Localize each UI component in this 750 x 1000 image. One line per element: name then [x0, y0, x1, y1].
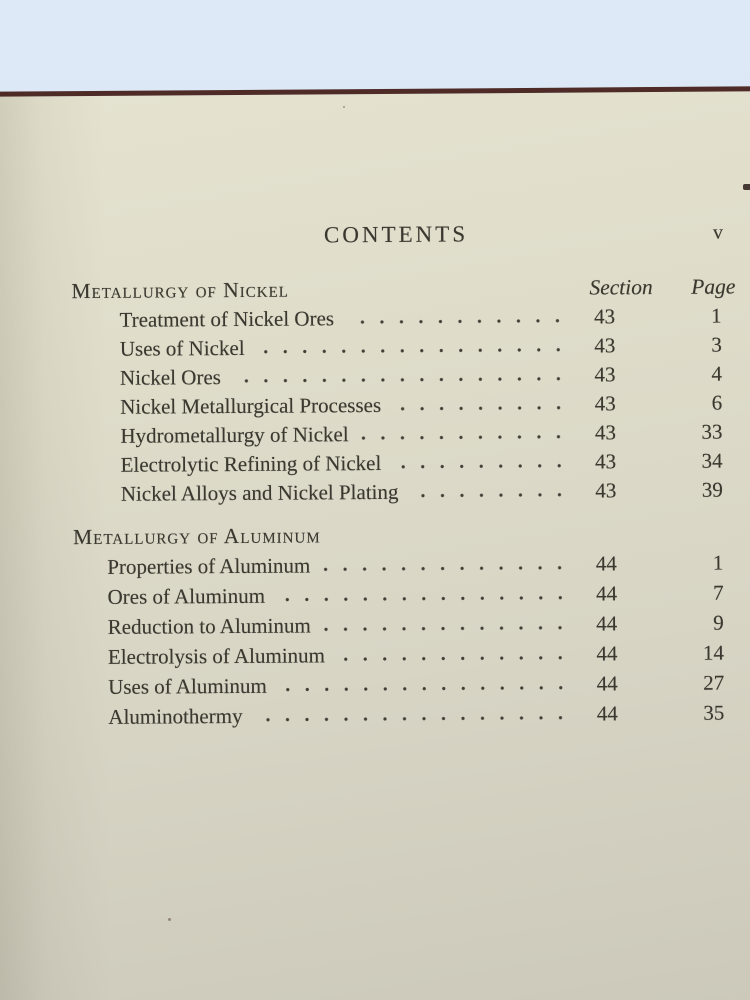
entry-title: Ores of Aluminum — [107, 583, 266, 609]
entry-page-number: 34 — [701, 448, 723, 473]
entry-page-number: 39 — [701, 477, 723, 502]
section-entries — [73, 548, 724, 733]
entry-section-number: 44 — [595, 551, 617, 576]
page-content — [0, 91, 750, 732]
section-entries — [72, 302, 723, 510]
book-page — [0, 86, 750, 1000]
entry-title: Electrolytic Refining of Nickel — [120, 450, 382, 477]
entry-section-number: 44 — [596, 701, 618, 726]
dot-leader — [322, 549, 571, 581]
toc-entry — [72, 418, 722, 452]
folio-page-number: v — [712, 221, 724, 244]
page-speck — [343, 106, 345, 108]
entry-section-number: 44 — [595, 581, 618, 606]
entry-section-number: 43 — [594, 362, 616, 387]
toc-entry — [74, 698, 724, 733]
dot-leader — [337, 639, 572, 671]
dot-leader — [346, 303, 570, 334]
dot-leader — [254, 699, 572, 731]
entry-section-number: 43 — [594, 304, 616, 329]
entry-title: Nickel Alloys and Nickel Plating — [120, 479, 399, 506]
entry-title: Reduction to Aluminum — [107, 613, 311, 639]
entry-title: Aluminothermy — [108, 703, 243, 729]
section-title: Metallurgy of Nickel — [71, 277, 289, 304]
toc-section — [71, 273, 736, 510]
entry-section-number: 43 — [594, 420, 616, 445]
toc-entry — [74, 668, 724, 703]
dot-leader — [393, 390, 570, 420]
dot-leader — [361, 419, 571, 449]
column-header-section: Section — [589, 275, 653, 300]
entry-title: Uses of Nickel — [119, 335, 245, 361]
entry-page-number: 27 — [703, 670, 725, 695]
entry-page-number: 1 — [712, 550, 724, 575]
dot-leader — [277, 579, 572, 611]
entry-page-number: 14 — [702, 640, 725, 665]
toc-entry — [72, 389, 722, 423]
entry-page-number: 1 — [711, 303, 722, 328]
entry-page-number: 6 — [711, 390, 723, 415]
entry-section-number: 44 — [596, 641, 618, 666]
entry-section-number: 43 — [595, 449, 617, 474]
column-header-page — [649, 539, 737, 540]
dot-leader — [323, 609, 572, 641]
entry-title: Properties of Aluminum — [107, 553, 311, 579]
entry-title: Hydrometallurgy of Nickel — [120, 422, 349, 448]
toc-section — [73, 519, 724, 733]
heading-row — [71, 219, 724, 252]
entry-section-number: 43 — [594, 333, 616, 358]
entry-title: Nickel Ores — [119, 365, 221, 390]
entry-page-number: 33 — [701, 419, 723, 444]
dot-leader — [279, 669, 573, 701]
toc-entry — [72, 360, 722, 394]
section-header — [73, 519, 723, 553]
page-edge-mark — [743, 184, 750, 190]
entry-page-number: 7 — [712, 580, 724, 605]
entry-page-number: 4 — [711, 361, 723, 386]
entry-section-number: 44 — [596, 671, 618, 696]
entry-title: Uses of Aluminum — [108, 673, 267, 699]
dot-leader — [257, 332, 570, 363]
toc-entry — [73, 548, 723, 583]
toc-entry — [73, 578, 723, 613]
entry-page-number: 9 — [713, 610, 724, 635]
entry-section-number: 43 — [594, 391, 616, 416]
entry-page-number: 35 — [703, 700, 725, 725]
section-header — [71, 273, 736, 307]
dot-leader — [410, 477, 571, 507]
dot-leader — [393, 448, 571, 478]
section-title: Metallurgy of Aluminum — [73, 523, 321, 550]
entry-page-number: 3 — [711, 332, 722, 357]
entry-title: Nickel Metallurgical Processes — [120, 392, 382, 419]
dot-leader — [233, 361, 570, 392]
table-of-contents — [71, 273, 736, 733]
toc-entry — [74, 638, 724, 673]
entry-section-number: 43 — [595, 478, 617, 503]
toc-entry — [73, 476, 723, 510]
entry-section-number: 44 — [596, 611, 618, 636]
toc-entry — [72, 331, 722, 365]
entry-title: Electrolysis of Aluminum — [107, 643, 326, 669]
entry-title: Treatment of Nickel Ores — [119, 306, 335, 332]
column-header-page: Page — [691, 274, 736, 299]
page-speck — [168, 918, 171, 921]
toc-entry — [73, 447, 723, 481]
page-title: CONTENTS — [323, 221, 469, 248]
toc-entry — [74, 608, 724, 643]
toc-entry — [72, 302, 722, 336]
